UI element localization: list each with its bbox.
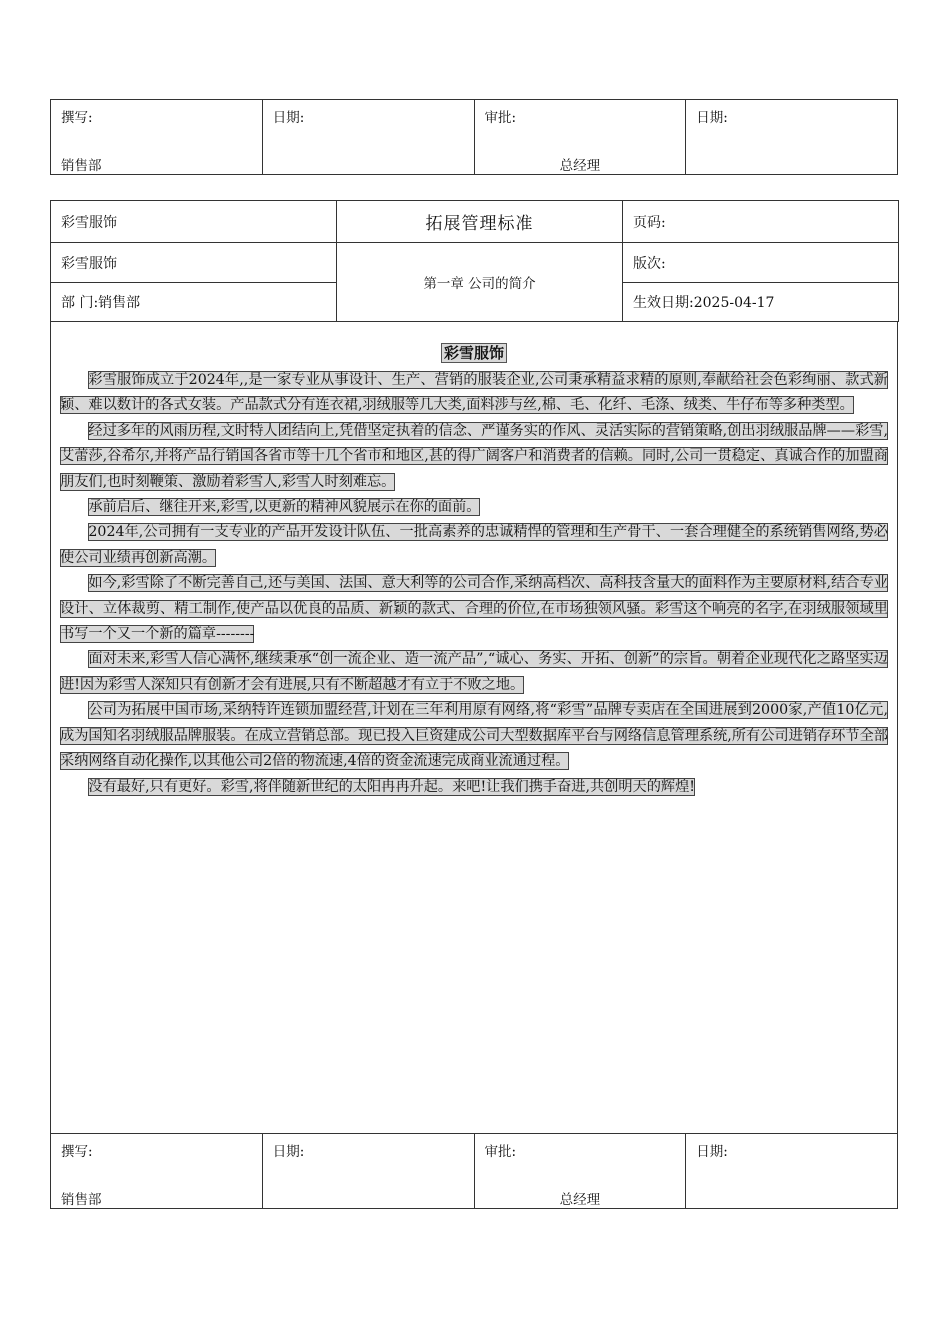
date-label: 日期: [272, 1144, 305, 1160]
standard-title: 拓展管理标准 [337, 201, 623, 243]
approver: 总经理 [559, 1192, 601, 1208]
company-name: 彩雪服饰 [51, 201, 337, 243]
chapter-title: 第一章 公司的简介 [337, 243, 623, 322]
department: 部 门:销售部 [51, 283, 337, 322]
paragraph [60, 495, 888, 520]
paragraph [60, 647, 888, 698]
approve-cell [474, 100, 686, 175]
paragraph-text: 2024年,公司拥有一支专业的产品开发设计队伍、一批高素养的忠诚精悍的管理和生产骨干、一套合理健全的系统销售网络,势必使公司业绩再创新高潮。 [60, 524, 888, 566]
approve-label: 审批: [484, 110, 517, 126]
document-title-wrap [51, 342, 897, 363]
paragraph [60, 775, 888, 800]
company-name-2: 彩雪服饰 [51, 243, 337, 283]
document-content [60, 368, 888, 800]
written-cell [51, 1134, 263, 1209]
date-label: 日期: [272, 110, 305, 126]
date-cell-1 [262, 100, 474, 175]
paragraph [60, 698, 888, 774]
document-header [50, 200, 899, 322]
date-cell-2 [686, 100, 898, 175]
paragraph [60, 571, 888, 647]
date-cell-2 [686, 1134, 898, 1209]
paragraph-text: 承前启后、继往开来,彩雪,以更新的精神风貌展示在你的面前。 [88, 499, 481, 516]
paragraph [60, 419, 888, 495]
written-by: 销售部 [61, 1192, 102, 1208]
paragraph-text: 公司为拓展中国市场,采纳特许连锁加盟经营,计划在三年利用原有网络,将“彩雪”品牌专卖店在全国进展到2000家,产值10亿元,成为国知名羽绒服品牌服装。在成立营销总部。现已投入巨资建成公司大型数据库平台与网络信息管理系统,所有公司进销存环节全部采纳网络自动化操作,以其他公司2倍的物流速,4倍的资金流速完成商业流通过程。 [60, 702, 888, 770]
paragraph [60, 368, 888, 419]
approve-cell [474, 1134, 686, 1209]
written-label: 撰写: [61, 110, 93, 126]
paragraph-text: 面对未来,彩雪人信心满怀,继续秉承“创一流企业、造一流产品”,“诚心、务实、开拓、创新”的宗旨。朝着企业现代化之路坚实迈进!因为彩雪人深知只有创新才会有进展,只有不断超越才有立于不败之地。 [60, 651, 888, 693]
approve-label: 审批: [484, 1144, 517, 1160]
written-by: 销售部 [61, 158, 102, 174]
signature-table-bottom [50, 1133, 898, 1209]
document-title: 彩雪服饰 [441, 343, 507, 363]
paragraph-text: 经过多年的风雨历程,文时特人团结向上,凭借坚定执着的信念、严谨务实的作风、灵活实际的营销策略,创出羽绒服品牌——彩雪,艾蕾莎,谷希尔,并将产品行销国各省市等十几个省市和地区,甚的得广阔客户和消费者的信赖。同时,公司一贯稳定、真诚合作的加盟商朋友们,也时刻鞭策、激励着彩雪人,彩雪人时刻难忘。 [60, 422, 888, 490]
version-label: 版次: [623, 243, 899, 283]
paragraph [60, 520, 888, 571]
paragraph-text: 没有最好,只有更好。彩雪,将伴随新世纪的太阳冉冉升起。来吧!让我们携手奋进,共创明天的辉煌! [88, 778, 696, 795]
effective-date: 生效日期:2025-04-17 [623, 283, 899, 322]
date-label: 日期: [696, 1144, 728, 1160]
paragraph-text: 如今,彩雪除了不断完善自己,还与美国、法国、意大利等的公司合作,采纳高档次、高科技含量大的面料作为主要原材料,结合专业设计、立体裁剪、精工制作,使产品以优良的品质、新颖的款式、合理的价位,在市场独领风骚。彩雪这个响亮的名字,在羽绒服领域里书写一个又一个新的篇章-------- [60, 575, 888, 643]
approver: 总经理 [559, 158, 601, 174]
written-cell [51, 100, 263, 175]
date-label: 日期: [696, 110, 728, 126]
paragraph-text: 彩雪服饰成立于2024年,,是一家专业从事设计、生产、营销的服装企业,公司秉承精益求精的原则,奉献给社会色彩绚丽、款式新颖、难以数计的各式女装。产品款式分有连衣裙,羽绒服等几大类,面料涉与丝,棉、毛、化纤、毛涤、绒类、牛仔布等多种类型。 [60, 372, 888, 414]
signature-table-top [50, 99, 898, 175]
date-cell-1 [262, 1134, 474, 1209]
written-label: 撰写: [61, 1144, 93, 1160]
page-number-label: 页码: [623, 201, 899, 243]
document-body [50, 322, 898, 1133]
